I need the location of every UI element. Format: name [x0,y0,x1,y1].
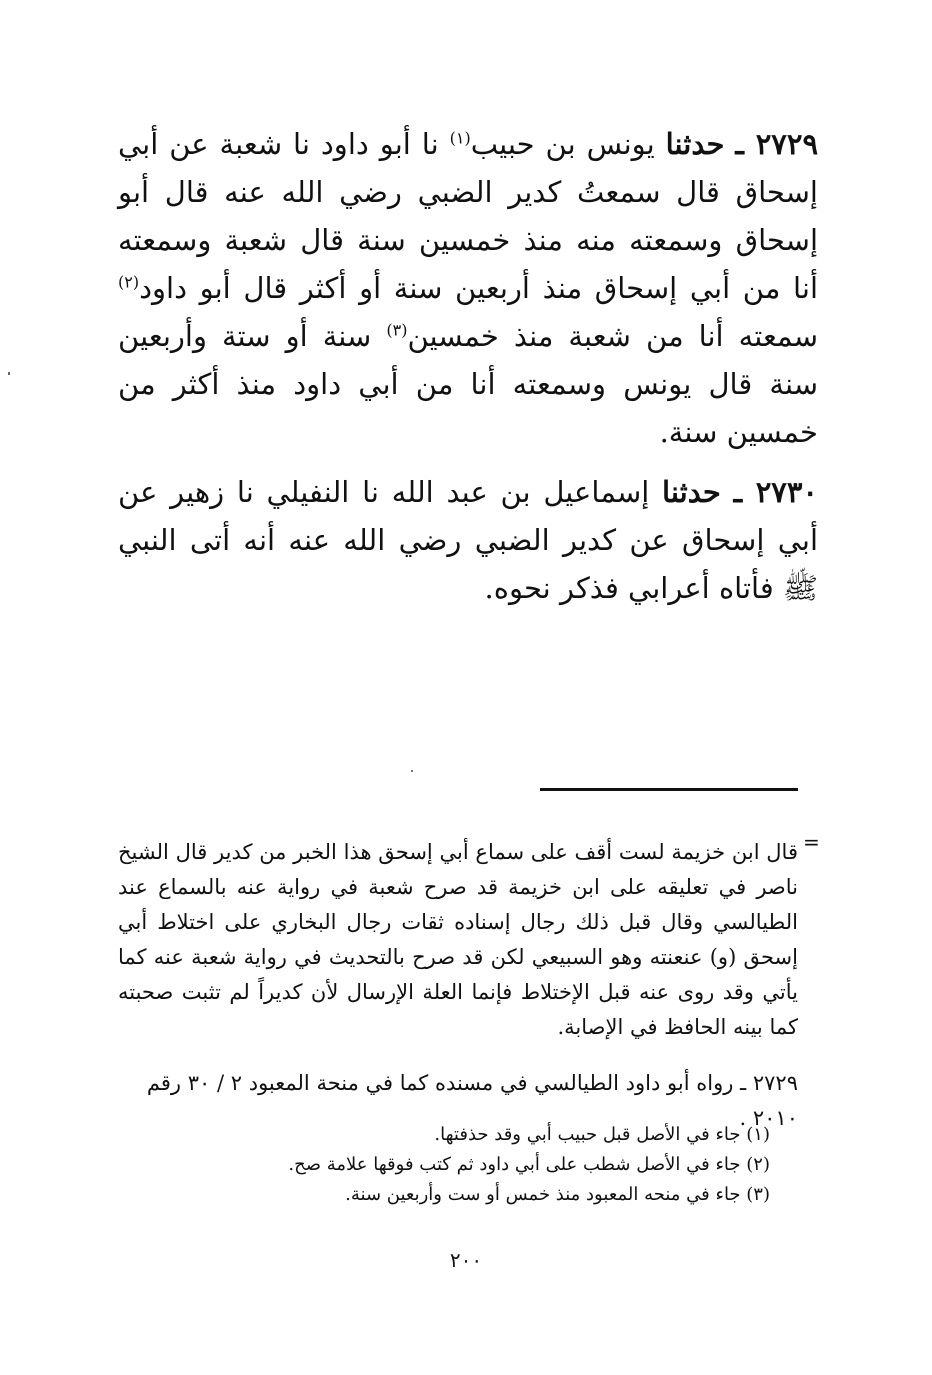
page-number: ٢٠٠ [449,1248,483,1272]
footnotes-list [200,1120,770,1210]
footnote-continuation: قال ابن خزيمة لست أقف على سماع أبي إسحق هذا الخبر من كدير قال الشيخ ناصر في تعليقه على ابن خزيمة قد صرح شعبة في رواية عنه بالسماع عند الطيالسي وقال قبل ذلك رجال إسناده ثقات رجال البخاري على اختلاط أبي إسحق (و) عنعنته وهو السبيعي لكن قد صرح بالتحديث في رواية شعبة عنه كما يأتي وقد روى عنه قبل الإختلاط فإنما العلة الإرسال لأن كديراً لم تثبت صحبته كما بينه الحافظ في الإصابة. [118,840,798,1039]
footnote-item: (٢) جاء في الأصل شطب على أبي داود ثم كتب فوقها علامة صح. [288,1154,770,1175]
hadith-2729 [118,120,818,456]
hadith-text: إسماعيل بن عبد الله نا النفيلي نا زهير عن أبي إسحاق عن كدير الضبي رضي الله عنه أنه أتى النبي ﷺ فأتاه أعرابي فذكر نحوه. [118,475,818,605]
scan-speck [8,372,10,375]
takhrij-note: ٢٧٢٩ ـ رواه أبو داود الطيالسي في مسنده كما في منحة المعبود ٢ / ٣٠ رقم ٢٠١٠ . [146,1071,798,1130]
scan-speck [411,770,413,772]
hadith-text: سمعته أنا من شعبة منذ خمسين [407,319,818,353]
hadith-text: سنة أو ستة وأربعين سنة قال يونس وسمعته أنا من أبي داود منذ أكثر من خمسين سنة. [118,319,818,449]
footnote-item: (٣) جاء في منحه المعبود منذ خمس أو ست وأربعين سنة. [345,1184,770,1205]
footnote-ref: (١) [449,128,471,148]
footnote-ref: (٢) [118,272,140,292]
footnote-separator [540,788,798,791]
main-text [118,120,818,624]
narration-keyword: حدثنا [665,127,725,161]
footnote-ref: (٣) [386,320,408,340]
narration-keyword: حدثنا [662,475,721,509]
hadith-text: نا أبو داود نا شعبة عن أبي إسحاق قال سمعتُ كدير الضبي رضي الله عنه قال أبو إسحاق وسمعته منه منذ خمسين سنة قال شعبة وسمعته أنا من أبي إسحاق منذ أربعين سنة أو أكثر قال أبو داود [118,127,818,305]
footnote-item: (١) جاء في الأصل قبل حبيب أبي وقد حذفتها. [434,1124,770,1145]
continuation-mark: = [803,830,820,854]
hadith-number: ٢٧٢٩ ـ [735,127,819,161]
hadith-number: ٢٧٣٠ ـ [733,475,819,509]
hadith-2730 [118,468,818,612]
hadith-text: يونس بن حبيب [470,127,655,161]
